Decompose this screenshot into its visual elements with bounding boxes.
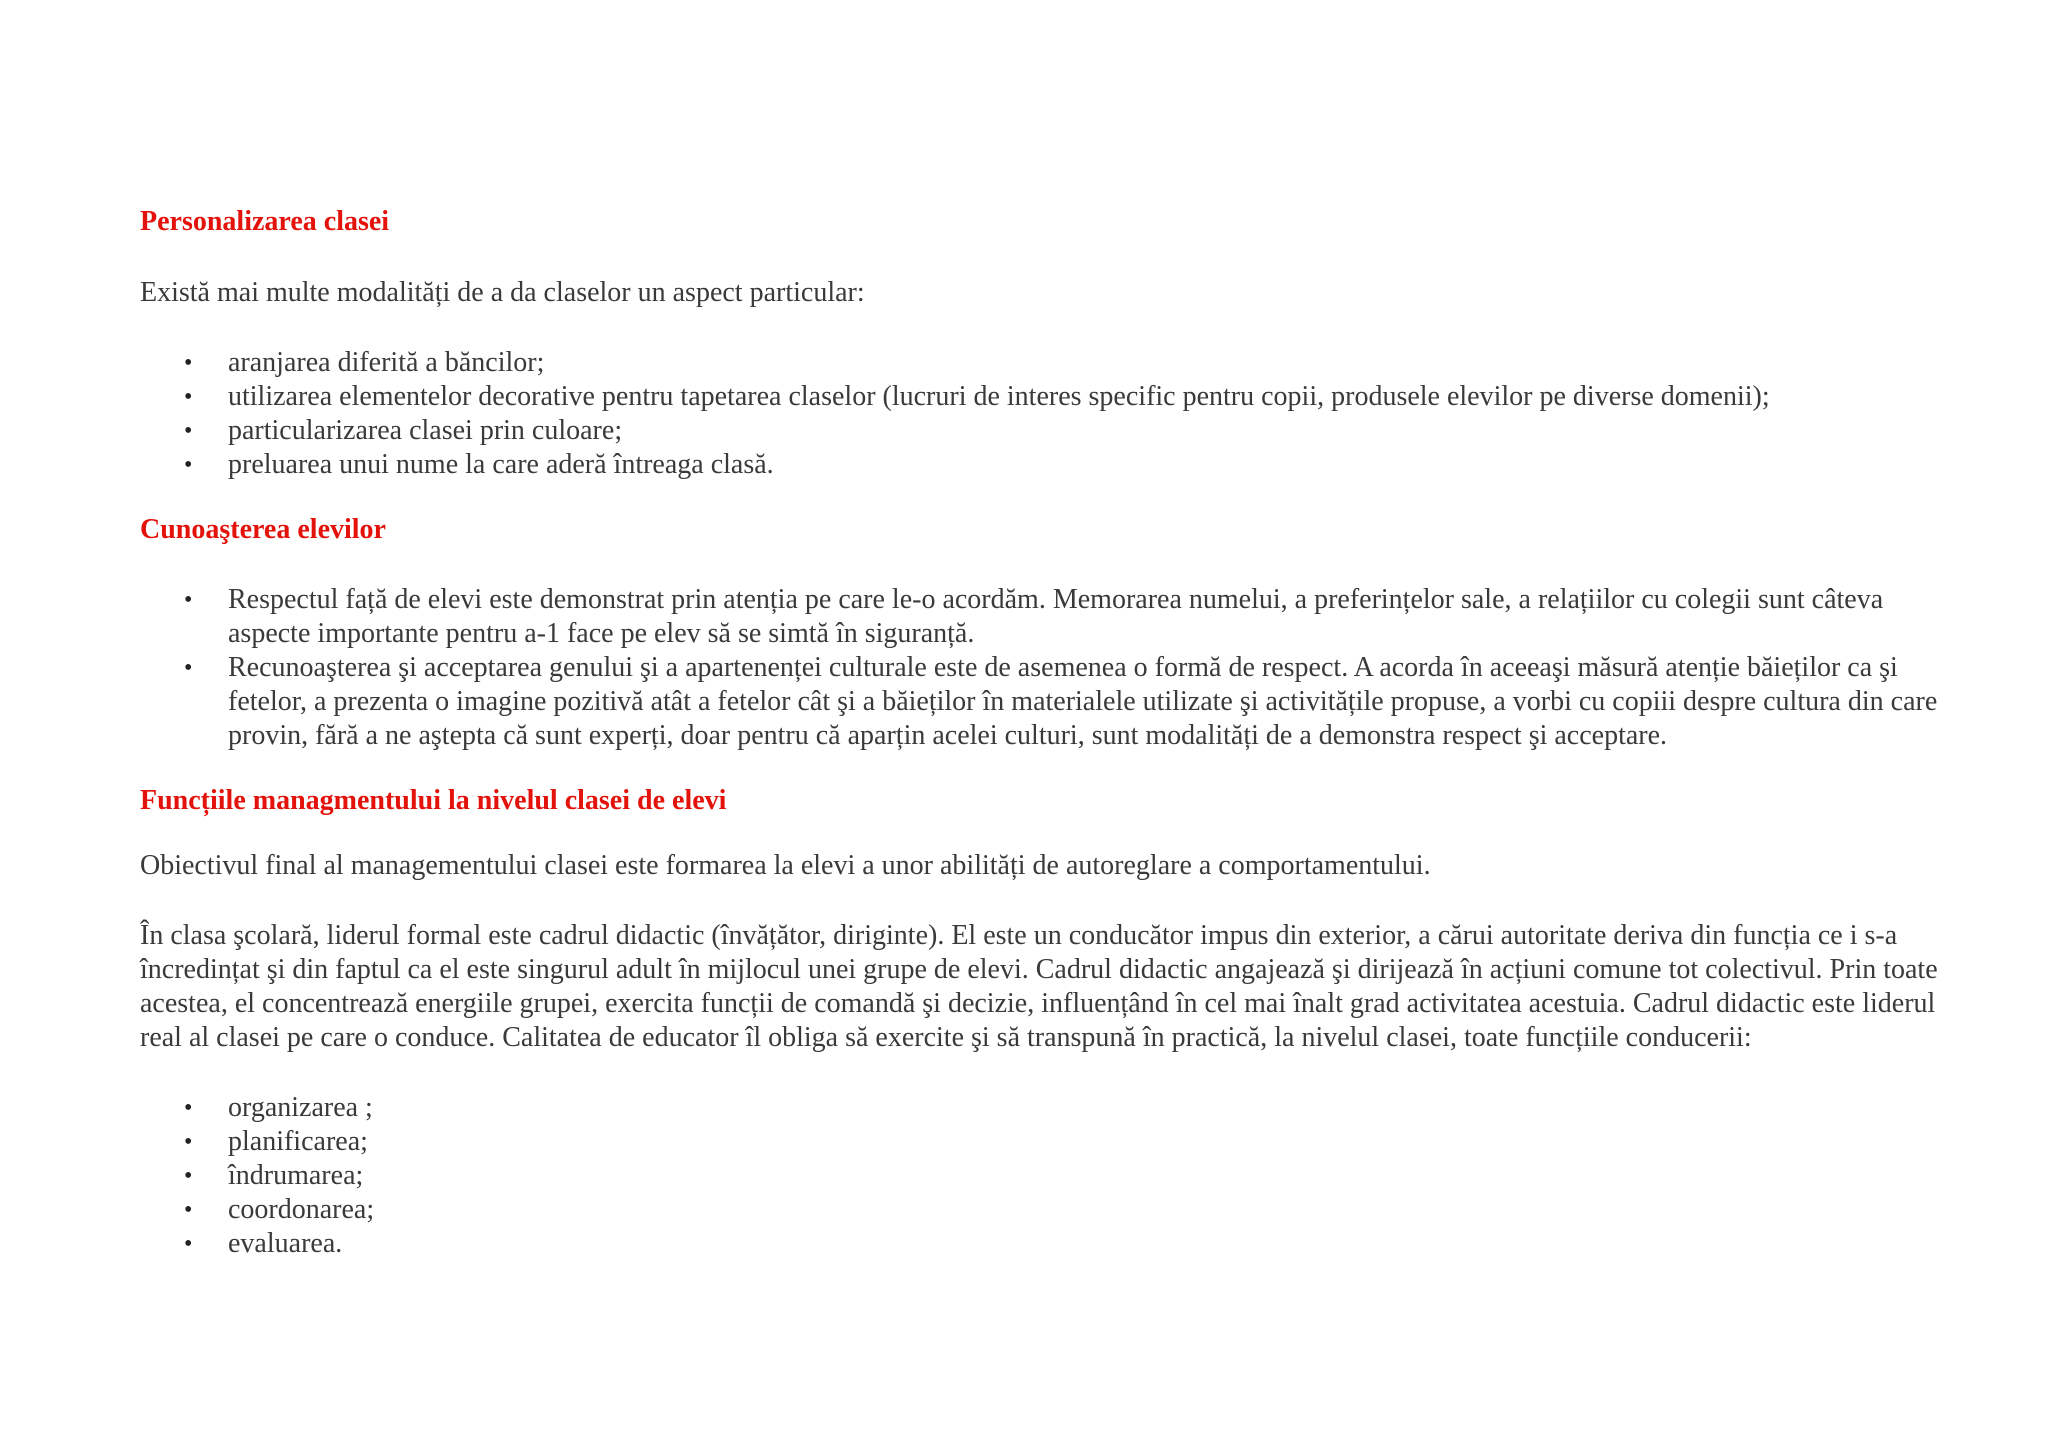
- section-paragraph-leader: În clasa şcolară, liderul formal este cadrul didactic (învățător, diriginte). El este un conducător impus din exterior, a cărui autoritate deriva din funcția ce i s-a încredințat şi din faptul ca el este singurul adult în mijlocul unei grupe de elevi. Cadrul didactic angajează şi dirijează în acțiuni comune tot colectivul. Prin toate acestea, el concentrează energiile grupei, exercita funcții de comandă şi decizie, influențând în cel mai înalt grad activitatea acestuia. Cadrul didactic este liderul real al clasei pe care o conduce. Calitatea de educator îl obliga să exercite şi să transpună în practică, la nivelul clasei, toate funcțiile conducerii:: [140, 920, 1938, 1053]
- list-item-text: evaluarea.: [228, 1228, 343, 1259]
- list-item: [140, 448, 1940, 482]
- document-page: [140, 205, 1940, 1261]
- list-item-text: Recunoaşterea şi acceptarea genului şi a apartenenței culturale este de asemenea o formă de respect. A acorda în aceeaşi măsură atenție băieților ca şi fetelor, a prezenta o imagine pozitivă atât a fetelor cât şi a băieților în materialele utilizate şi activitățile propuse, a vorbi cu copiii despre cultura din care provin, fără a ne aştepta că sunt experți, doar pentru că aparțin acelei culturi, sunt modalități de a demonstra respect şi acceptare.: [228, 652, 1938, 751]
- bullet-icon: •: [184, 1129, 193, 1155]
- bullet-icon: •: [184, 1163, 193, 1189]
- bullet-icon: •: [184, 1197, 193, 1223]
- list-item: [140, 1159, 1940, 1193]
- list-item-text: coordonarea;: [228, 1194, 375, 1225]
- bullet-icon: •: [184, 587, 193, 613]
- list-item-text: utilizarea elementelor decorative pentru tapetarea claselor (lucruri de interes specific pentru copii, produsele elevilor pe diverse domenii);: [228, 381, 1770, 412]
- section-paragraph-objective: Obiectivul final al managementului clasei este formarea la elevi a unor abilități de autoreglare a comportamentului.: [140, 850, 1431, 881]
- bullet-icon: •: [184, 418, 193, 444]
- list-item: [140, 346, 1940, 380]
- bullet-list-cunoastere: [140, 583, 1940, 753]
- bullet-icon: •: [184, 384, 193, 410]
- bullet-icon: •: [184, 1231, 193, 1257]
- list-item-text: Respectul față de elevi este demonstrat prin atenția pe care le-o acordăm. Memorarea numelui, a preferințelor sale, a relațiilor cu colegii sunt câteva aspecte importante pentru a-1 face pe elev să se simtă în siguranță.: [228, 584, 1884, 649]
- list-item-text: îndrumarea;: [228, 1160, 364, 1191]
- list-item: [140, 1125, 1940, 1159]
- list-item: [140, 651, 1940, 753]
- bullet-icon: •: [184, 655, 193, 681]
- section-heading-functii: Funcțiile managmentului la nivelul clasei de elevi: [140, 785, 727, 816]
- list-item: [140, 1227, 1940, 1261]
- list-item: [140, 1091, 1940, 1125]
- list-item: [140, 380, 1940, 414]
- list-item-text: preluarea unui nume la care aderă întreaga clasă.: [228, 449, 774, 480]
- bullet-icon: •: [184, 452, 193, 478]
- list-item-text: planificarea;: [228, 1126, 368, 1157]
- bullet-icon: •: [184, 1095, 193, 1121]
- list-item-text: aranjarea diferită a băncilor;: [228, 347, 545, 378]
- section-heading-personalizare: Personalizarea clasei: [140, 206, 390, 237]
- section-heading-cunoastere: Cunoaşterea elevilor: [140, 514, 386, 545]
- list-item: [140, 1193, 1940, 1227]
- section-intro-personalizare: Există mai multe modalități de a da claselor un aspect particular:: [140, 277, 865, 308]
- list-item: [140, 414, 1940, 448]
- bullet-list-personalizare: [140, 346, 1940, 482]
- list-item: [140, 583, 1940, 651]
- bullet-list-functii: [140, 1091, 1940, 1261]
- bullet-icon: •: [184, 350, 193, 376]
- list-item-text: particularizarea clasei prin culoare;: [228, 415, 623, 446]
- list-item-text: organizarea ;: [228, 1092, 373, 1123]
